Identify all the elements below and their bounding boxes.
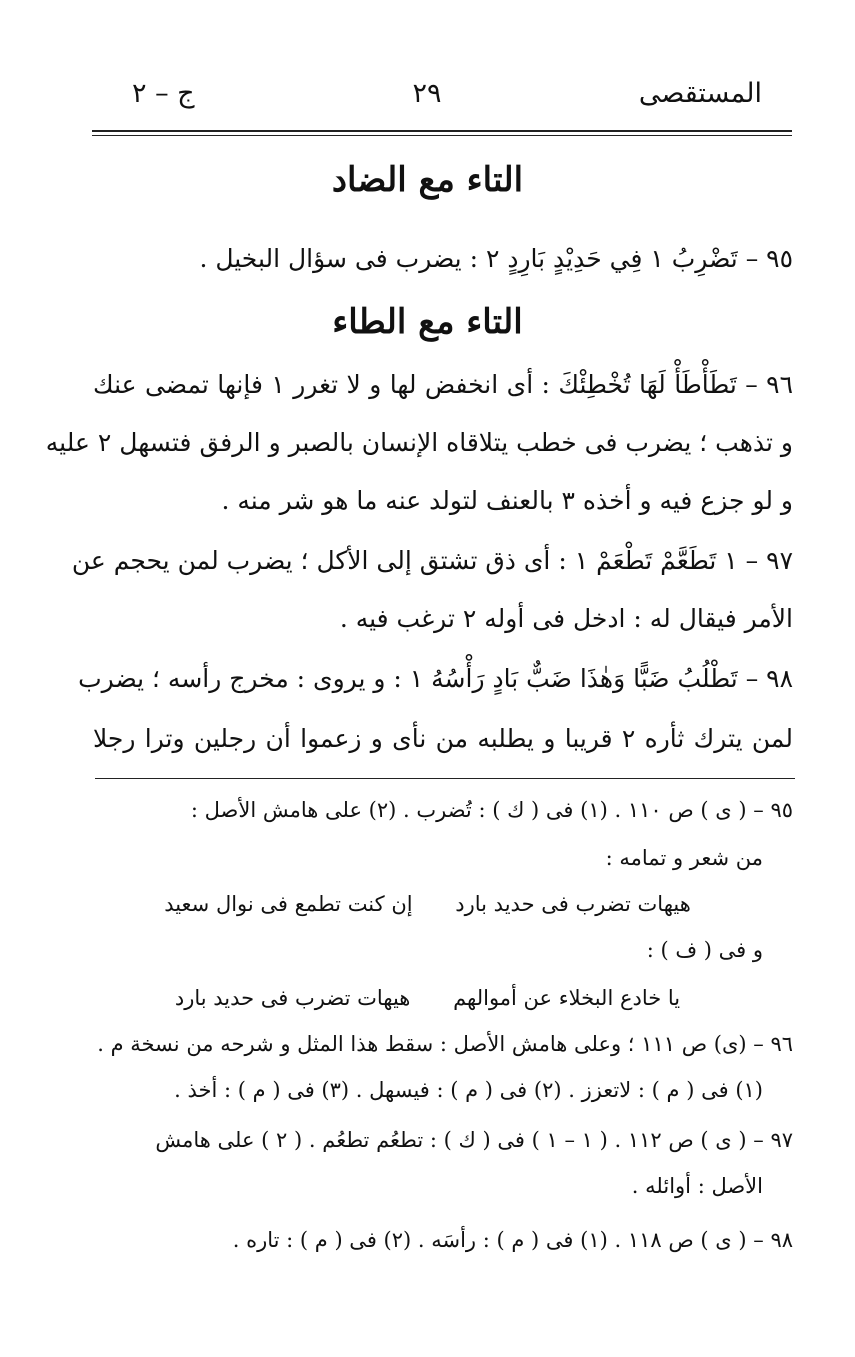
header-rule xyxy=(92,130,792,132)
footnote-97: ٩٧ – ( ى ) ص ١١٢ . ( ١ – ١ ) فى ( ك ) : تطعُم تطعُم . ( ٢ ) على هامش xyxy=(155,1128,793,1152)
header-rule-thin xyxy=(92,135,792,136)
footnote-97-cont: الأصل : أوائله . xyxy=(631,1174,763,1198)
footnote-95-cont: و فى ( ف ) : xyxy=(646,938,763,962)
footnote-95: ٩٥ – ( ى ) ص ١١٠ . (١) فى ( ك ) : تُضرب . (٢) على هامش الأصل : xyxy=(190,798,793,822)
verse-hemistich: هيهات تضرب فى حديد بارد xyxy=(174,986,411,1010)
entry-95-line: ٩٥ – تَضْرِبُ ١ فِي حَدِيْدٍ بَارِدٍ ٢ : يضرب فى سؤال البخيل . xyxy=(199,244,793,273)
verse-hemistich: هيهات تضرب فى حديد بارد xyxy=(455,892,691,916)
footnote-96: ٩٦ – (ى) ص ١١١ ؛ وعلى هامش الأصل : سقط هذا المثل و شرحه من نسخة م . xyxy=(97,1032,793,1056)
section-heading: التاء مع الضاد xyxy=(331,160,524,200)
page-number: ٢٩ xyxy=(412,78,442,109)
verse-hemistich: يا خادع البخلاء عن أموالهم xyxy=(453,986,681,1010)
entry-97-line: ٩٧ – ١ تَطَعَّمْ تَطْعَمْ ١ : أى ذق تشتق إلى الأكل ؛ يضرب لمن يحجم عن xyxy=(71,546,793,575)
entry-98-line: لمن يترك ثأره ٢ قريبا و يطلبه من نأى و زعموا أن رجلين وترا رجلا xyxy=(93,724,793,753)
entry-96-line: و تذهب ؛ يضرب فى خطب يتلاقاه الإنسان بالصبر و الرفق فتسهل ٢ عليه xyxy=(45,428,793,457)
section-heading: التاء مع الطاء xyxy=(332,302,523,342)
footnote-verse xyxy=(0,892,855,916)
entry-97-line: الأمر فيقال له : ادخل فى أوله ٢ ترغب فيه . xyxy=(339,604,793,633)
book-title: المستقصى xyxy=(638,78,762,109)
volume-label: ج – ٢ xyxy=(132,78,195,109)
running-header xyxy=(92,78,762,124)
verse-hemistich: إن كنت تطمع فى نوال سعيد xyxy=(164,892,413,916)
footnote-95-cont: من شعر و تمامه : xyxy=(605,846,763,870)
entry-96-line: و لو جزع فيه و أخذه ٣ بالعنف لتولد عنه ما هو شر منه . xyxy=(221,486,793,515)
entry-96-line: ٩٦ – تَطَأْطَأْ لَهَا تُخْطِئْكَ : أى انخفض لها و لا تغرر ١ فإنها تمضى عنك xyxy=(93,370,793,399)
footnote-98: ٩٨ – ( ى ) ص ١١٨ . (١) فى ( م ) : رأسَه . (٢) فى ( م ) : تاره . xyxy=(232,1228,793,1252)
footnote-verse xyxy=(0,986,855,1010)
entry-98-line: ٩٨ – تَطْلُبُ ضَبًّا وَهٰذَا ضَبٌّ بَادٍ رَأْسُهُ ١ : و يروى : مخرج رأسه ؛ يضرب xyxy=(78,664,793,693)
footnote-96-cont: (١) فى ( م ) : لاتعزز . (٢) فى ( م ) : فيسهل . (٣) فى ( م ) : أخذ . xyxy=(174,1078,763,1102)
footnote-rule xyxy=(95,778,795,779)
